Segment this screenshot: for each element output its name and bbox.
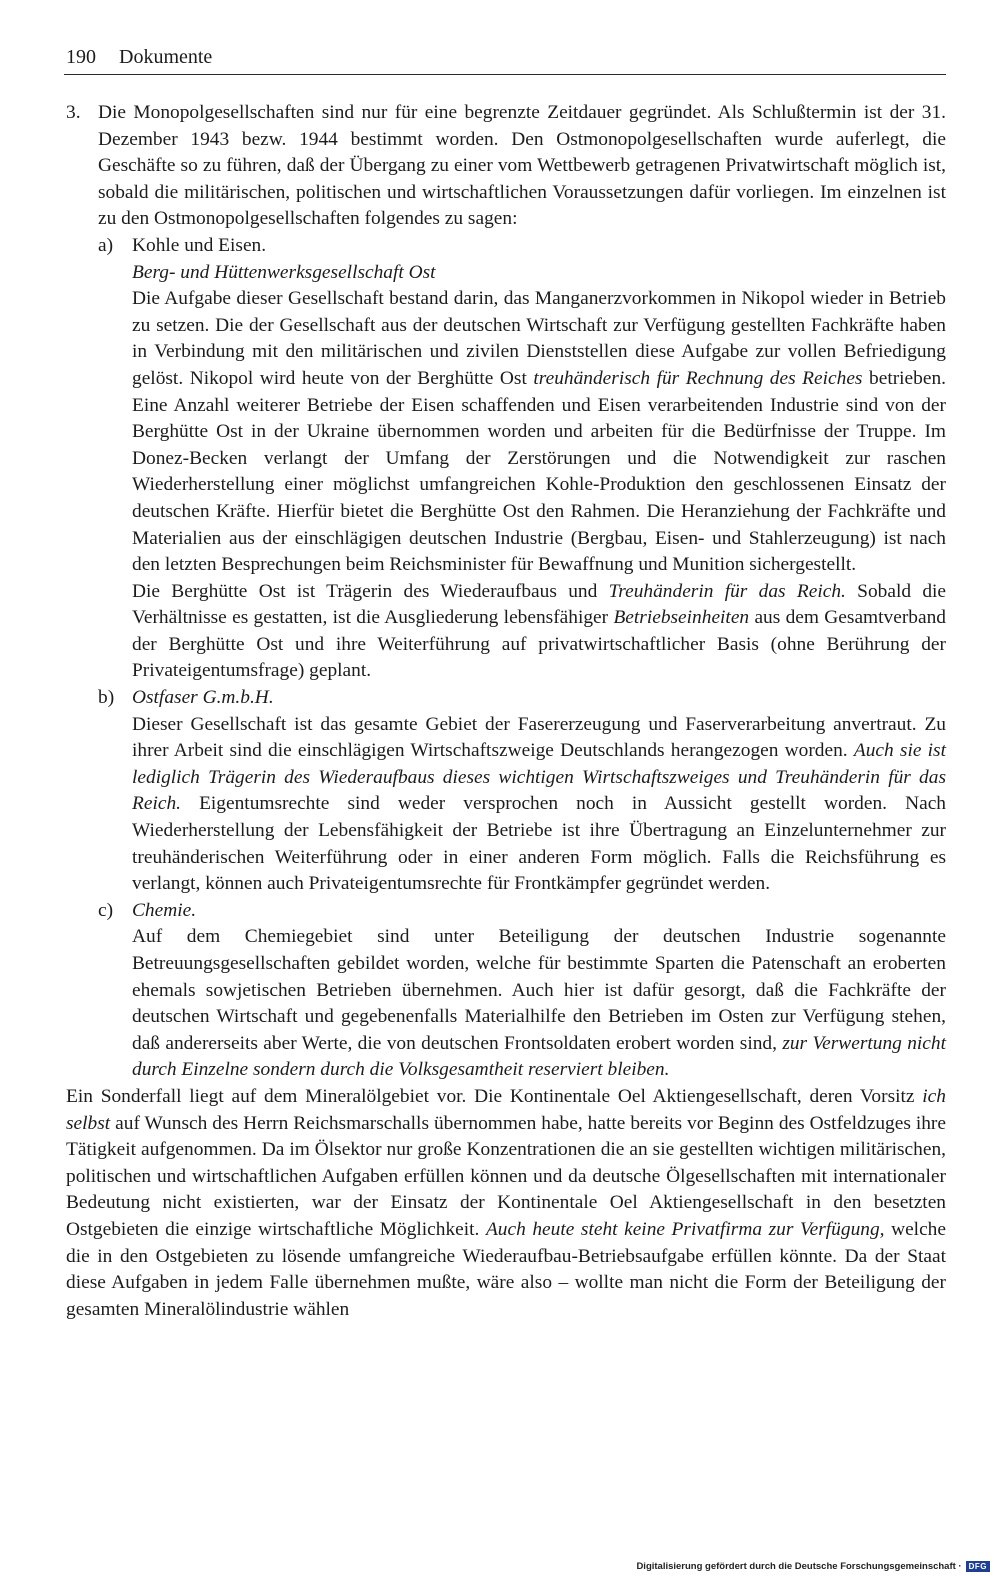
text-run: aus dem Gesamtverband der Berghütte Ost und ihre Weiterführung auf privatwirtschaftlicher Basis (ohne Berührung der Privateigentumsfrage) geplant. bbox=[132, 607, 946, 682]
subitem-content bbox=[132, 685, 946, 898]
text-run: welche die in den Ostgebieten zu lösende umfangreiche Wiederaufbau-Betriebsaufgabe erfüllen könnte. Da der Staat diese Aufgaben in jedem Falle übernehmen mußte, wäre also – wollte man nicht die Form der Beteiligung der gesamten Mineralölindustrie wählen bbox=[66, 1218, 946, 1320]
page-number: 190 bbox=[66, 46, 96, 68]
text-run: Die Aufgabe dieser Gesellschaft bestand darin, das Manganerzvorkommen in Nikopol wieder in Betrieb zu setzen. Die der Gesellschaft aus der deutschen Wirtschaft zur Verfügung gestellten Fachkräfte haben in Verbindung mit den militärischen und zivilen Dienststellen diese Aufgabe zur vollen Befriedigung gelöst. Nikopol wird heute von der Berghütte Ost bbox=[132, 288, 946, 389]
item-content bbox=[98, 100, 946, 1084]
subitem-content bbox=[132, 898, 946, 1084]
subitem-letter: b) bbox=[98, 687, 115, 709]
italic-run: Auch heute steht keine Privatfirma zur Verfügung, bbox=[485, 1218, 885, 1240]
item-number: 3. bbox=[66, 102, 81, 123]
text-run: auf Wunsch des Herrn Reichsmarschalls übernommen habe, hatte bereits vor Beginn des Ostfeldzuges ihre Tätigkeit aufgenommen. Da im Ölsektor nur große Konzentrationen die an sie gestellten wichtigen militärischen, politischen und wirtschaftlichen Aufgaben erfüllen können und da deutsche Ölgesellschaften mit internationaler Bedeutung nicht existierten, war der Einsatz der Kontinentale Oel Aktiengesellschaft in den besetzten Ostgebieten die einzige wirtschaftliche Möglichkeit. bbox=[66, 1112, 946, 1240]
subitem-c bbox=[98, 898, 946, 1084]
item-intro: Die Monopolgesellschaften sind nur für eine begrenzte Zeitdauer gegründet. Als Schlußtermin ist der 31. Dezember 1943 bezw. 1944 bestimmt worden. Den Ostmonopolgesellschaften wurde auferlegt, die Geschäfte so zu führen, daß der Übergang zu einer vom Wettbewerb getragenen Privatwirtschaft möglich ist, sobald die militärischen, politischen und wirtschaftlichen Voraussetzungen dafür vorliegen. Im einzelnen ist zu den Ostmonopolgesellschaften folgendes zu sagen: bbox=[98, 102, 946, 230]
document-body bbox=[66, 100, 946, 1323]
text-run: betrieben. Eine Anzahl weiterer Betriebe der Eisen schaffenden und Eisen verarbeitenden Industrie sind von der Berghütte Ost in der Ukraine übernommen worden und arbeiten für die Bedürfnisse der Truppe. Im Donez-Becken verlangt der Umfang der Zerstörungen und die Notwendigkeit zur raschen Wiederherstellung einer möglichst umfangreichen Kohle-Produktion den geschlossenen Einsatz der deutschen Kräfte. Hierfür bietet die Berghütte Ost den Rahmen. Die Heranziehung der Fachkräfte und Materialien aus der einschlägigen deutschen Industrie (Bergbau, Eisen- und Stahlerzeugung) ist nach den letzten Besprechungen beim Reichsminister für Bewaffnung und Munition sichergestellt. bbox=[132, 367, 946, 576]
subitem-letter: c) bbox=[98, 899, 114, 921]
footer-credit bbox=[636, 1561, 990, 1572]
text-run: Dieser Gesellschaft ist das gesamte Gebiet der Fasererzeugung und Faserverarbeitung anvertraut. Zu ihrer Arbeit sind die einschlägigen Wirtschaftszweige Deutschlands herangezogen worden. bbox=[132, 713, 946, 762]
list-item-3 bbox=[66, 100, 946, 1084]
italic-run: Treuhänderin für das Reich. bbox=[608, 580, 846, 602]
subitem-b bbox=[98, 685, 946, 898]
subitem-title: Ostfaser G.m.b.H. bbox=[132, 687, 274, 709]
text-run: Auf dem Chemiegebiet sind unter Beteiligung der deutschen Industrie sogenannte Betreuungsgesellschaften gebildet worden, welche für bestimmte Sparten die Patenschaft an eroberten ehemals sowjetischen Betrieben übernehmen. Auch hier ist dafür gesorgt, daß die Fachkräfte der deutschen Wirtschaft und gegebenenfalls Materialhilfe den Betrieben im Osten zur Verfügung stehen, daß andererseits aber Werte, die von deutschen Frontsoldaten erobert worden sind, bbox=[132, 926, 946, 1054]
paragraph bbox=[132, 579, 946, 685]
subitem-content bbox=[132, 233, 946, 685]
header-rule bbox=[64, 74, 946, 75]
subitem-title: Chemie. bbox=[132, 899, 197, 921]
text-run: Die Berghütte Ost ist Trägerin des Wiederaufbaus und bbox=[132, 580, 609, 602]
subitem-letter: a) bbox=[98, 234, 114, 256]
text-run: Eigentumsrechte sind weder versprochen noch in Aussicht gestellt worden. Nach Wiederherstellung der Lebensfähigkeit der Betriebe ist ihre Übertragung an Einzelunternehmer zur treuhänderischen Weiterführung oder in einer anderen Form möglich. Falls die Reichsführung es verlangt, können auch Privateigentumsrechte für Frontkämpfer gegründet werden. bbox=[132, 793, 946, 895]
paragraph bbox=[132, 712, 946, 898]
page-header bbox=[66, 44, 946, 70]
footer-text: Digitalisierung gefördert durch die Deutsche Forschungsgemeinschaft · bbox=[636, 1561, 962, 1572]
italic-run: treuhänderisch für Rechnung des Reiches bbox=[533, 367, 863, 389]
italic-run: ich selbst bbox=[66, 1085, 946, 1134]
closing-paragraph bbox=[66, 1084, 946, 1323]
subitem-a bbox=[98, 233, 946, 685]
dfg-logo: DFG bbox=[966, 1561, 990, 1572]
paragraph bbox=[132, 286, 946, 579]
paragraph bbox=[132, 924, 946, 1084]
italic-run: Auch sie ist lediglich Trägerin des Wiederaufbaus dieses wichtigen Wirtschaftszweiges und Treuhänderin für das Reich. bbox=[132, 740, 946, 815]
section-title: Dokumente bbox=[119, 46, 213, 68]
italic-run: zur Verwertung nicht durch Einzelne sondern durch die Volksgesamtheit reserviert bleiben. bbox=[132, 1032, 946, 1081]
text-run: Sobald die Verhältnisse es gestatten, ist die Ausgliederung lebensfähiger bbox=[132, 580, 947, 629]
italic-run: Betriebseinheiten bbox=[613, 607, 750, 629]
company-name: Berg- und Hüttenwerksgesellschaft Ost bbox=[132, 261, 436, 283]
text-run: Ein Sonderfall liegt auf dem Mineralölgebiet vor. Die Kontinentale Oel Aktiengesellschaft, deren Vorsitz bbox=[66, 1085, 923, 1107]
subitem-title: Kohle und Eisen. bbox=[132, 234, 267, 256]
